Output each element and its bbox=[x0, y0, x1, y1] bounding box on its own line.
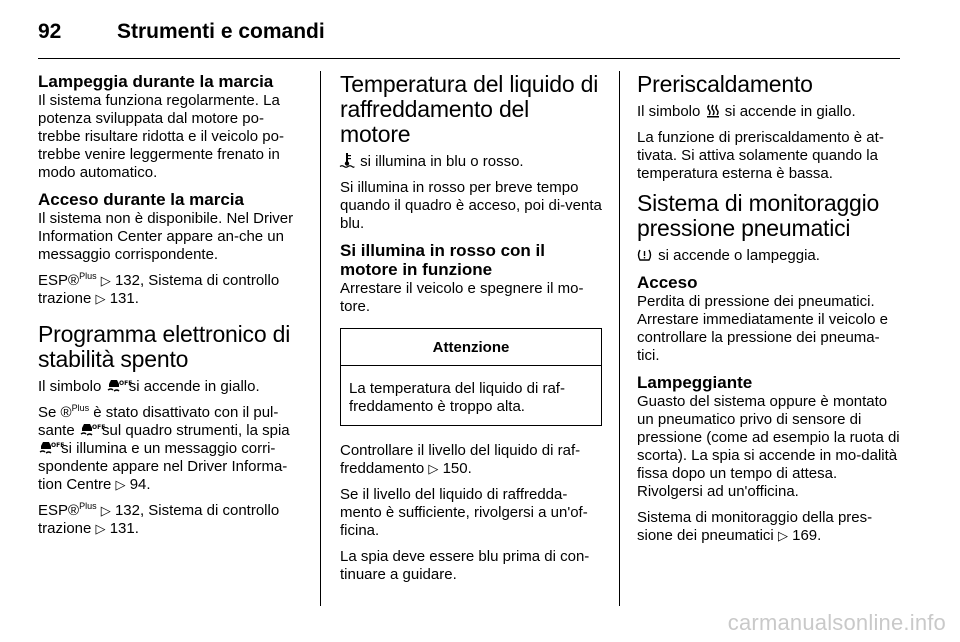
triangle-reference-icon: ▷ bbox=[95, 521, 106, 536]
page-number: 92 bbox=[38, 20, 62, 43]
heading-preriscaldamento: Preriscaldamento bbox=[637, 71, 813, 97]
section-title: Strumenti e comandi bbox=[117, 20, 325, 43]
triangle-reference-icon: ▷ bbox=[428, 461, 439, 476]
heading-monitoraggio-pressione: Sistema di monitoraggio pressione pneumatici bbox=[637, 190, 880, 241]
esp-reference-2: ESP®$^{Plus}$ ▷ 132, Sistema di controllo trazione ▷ 131. bbox=[38, 501, 280, 537]
esp-reference-1: ESP®$^{Plus}$ ▷ 132, Sistema di controllo trazione ▷ 131. bbox=[38, 271, 280, 307]
tire-pressure-icon bbox=[637, 248, 652, 262]
heading-temperatura-liquido: Temperatura del liquido di raffreddamento del motore bbox=[340, 71, 599, 147]
triangle-reference-icon: ▷ bbox=[100, 273, 111, 288]
paragraph-simbolo-preriscaldamento: Il simbolo si accende in giallo. bbox=[637, 103, 856, 120]
column-right bbox=[637, 72, 900, 553]
paragraph-acceso: Perdita di pressione dei pneumatici. Arrestare immediatamente il veicolo e controllare la pressione dei pneuma-tici. bbox=[637, 293, 888, 364]
column-divider bbox=[619, 71, 620, 606]
triangle-reference-icon: ▷ bbox=[100, 503, 111, 518]
watermark: carmanualsonline.info bbox=[727, 610, 946, 635]
svg-text:OFF: OFF bbox=[51, 442, 65, 449]
column-middle bbox=[340, 72, 602, 592]
heading-acceso-marcia: Acceso durante la marcia bbox=[38, 190, 244, 209]
attention-text: La temperatura del liquido di raf-freddamento è troppo alta. bbox=[349, 380, 565, 415]
esp-off-car-icon bbox=[107, 379, 132, 392]
paragraph-se-esp: Se ®$^{Plus}$ è stato disattivato con il pul-sante OFF sul quadro strumenti, la spia OFF si illumina e un messaggio corri-spondente appare nel Driver Informa-tion Centre ▷ 94. bbox=[38, 403, 290, 493]
paragraph-controllare: Controllare il livello del liquido di raf-freddamento ▷ 150. bbox=[340, 442, 581, 477]
paragraph-acceso-marcia: Il sistema non è disponibile. Nel Driver Information Center appare an-che un messaggio corrispondente. bbox=[38, 210, 294, 263]
paragraph-lampeggia: Il sistema funziona regolarmente. La potenza sviluppata dal motore po-trebbe risultare ridotta e il veicolo po-trebbe venire leggermente frenato in modo automatico. bbox=[38, 92, 284, 181]
paragraph-sistema-ref: Sistema di monitoraggio della pres-sione dei pneumatici ▷ 169. bbox=[637, 509, 873, 544]
glow-plug-icon bbox=[706, 104, 720, 118]
paragraph-spia-blu: La spia deve essere blu prima di con-tinuare a guidare. bbox=[340, 548, 590, 583]
attention-title: Attenzione bbox=[341, 329, 601, 366]
coolant-temperature-icon bbox=[340, 153, 354, 168]
paragraph-lampeggiante: Guasto del sistema oppure è montato un pneumatico privo di sensore di pressione (come ad esempio la ruota di scorta). La spia si accende in mo-dalità fissa dopo un tempo di attesa. Rivolgersi ad un'officina. bbox=[637, 393, 900, 500]
esp-off-car-icon bbox=[80, 423, 106, 436]
svg-text:OFF: OFF bbox=[118, 380, 132, 387]
paragraph-simbolo-esp: Il simbolo OFF si accende in giallo. bbox=[38, 378, 260, 395]
paragraph-arrestare: Arrestare il veicolo e spegnere il mo-tore. bbox=[340, 280, 584, 315]
paragraph-temp-rosso: Si illumina in rosso per breve tempo quando il quadro è acceso, poi di-venta blu. bbox=[340, 179, 602, 232]
heading-lampeggiante: Lampeggiante bbox=[637, 373, 753, 392]
paragraph-funzione: La funzione di preriscaldamento è at-tivata. Si attiva solamente quando la temperatura esterna è bassa. bbox=[637, 129, 884, 182]
paragraph-livello: Se il livello del liquido di raffredda-mento è sufficiente, rivolgersi a un'of-ficina. bbox=[340, 486, 588, 539]
esp-off-car-icon bbox=[39, 441, 65, 454]
paragraph-tire-accende: si accende o lampeggia. bbox=[637, 247, 900, 265]
triangle-reference-icon: ▷ bbox=[115, 477, 126, 492]
heading-lampeggia: Lampeggia durante la marcia bbox=[38, 72, 274, 91]
heading-acceso: Acceso bbox=[637, 273, 698, 292]
heading-rosso-motore: Si illumina in rosso con il motore in funzione bbox=[340, 241, 545, 279]
svg-text:OFF: OFF bbox=[91, 424, 106, 431]
triangle-reference-icon: ▷ bbox=[777, 528, 788, 543]
header-divider bbox=[38, 58, 900, 59]
triangle-reference-icon: ▷ bbox=[95, 291, 106, 306]
page-header bbox=[0, 0, 960, 58]
column-left bbox=[38, 72, 306, 546]
heading-programma-elettronico: Programma elettronico di stabilità spento bbox=[38, 321, 291, 372]
attention-box bbox=[340, 328, 602, 426]
column-divider bbox=[320, 71, 321, 606]
paragraph-temp-illumina: si illumina in blu o rosso. bbox=[340, 153, 602, 171]
